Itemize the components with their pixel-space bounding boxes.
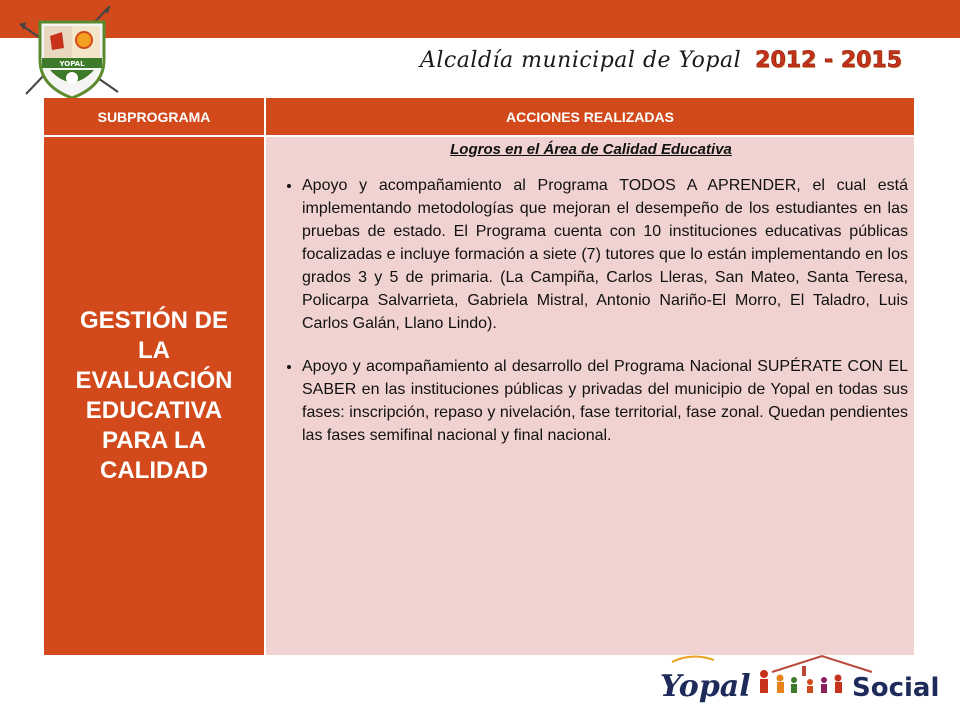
list-item: • Apoyo y acompañamiento al Programa TODOS A APRENDER, el cual está implementando metodologías que mejoran el desempeño de los estudiantes en las pruebas de estado. El Programa cuenta con 10 instituciones educativas públicas focalizadas e incluye formación a siete (7) tutores que lo están implementando en los grados 3 y 5 de primaria. (La Campiña, Carlos Lleras, San Mateo, Santa Teresa, Policarpa Salvarrieta, Gabriela Mistral, Antonio Nariño-El Morro, El Taladro, Luis Carlos Galán, Llano Lindo).: [302, 174, 908, 335]
yopal-social-logo: [652, 650, 942, 712]
subprogram-line: CALIDAD: [100, 457, 208, 484]
actions-cell: [265, 136, 914, 655]
header-title: Alcaldía municipal de Yopal: [420, 48, 742, 73]
column-header-actions: ACCIONES REALIZADAS: [265, 98, 914, 136]
column-header-subprogram: SUBPROGRAMA: [44, 98, 265, 136]
subprogram-cell: [44, 136, 265, 655]
yopal-crest-logo: [14, 2, 132, 102]
subprogram-line: GESTIÓN DE: [79, 307, 229, 334]
subprogram-line: EDUCATIVA: [85, 397, 223, 424]
list-item: • Apoyo y acompañamiento al desarrollo del Programa Nacional SUPÉRATE CON EL SABER en las instituciones públicas y privadas del municipio de Yopal en todas sus fases: inscripción, repaso y nivelación, fase territorial, fase zonal. Quedan pendientes las fases semifinal nacional y final nacional.: [302, 355, 908, 447]
subprogram-line: LA: [138, 337, 170, 364]
actions-list: [274, 174, 908, 447]
logo-word-social: Social: [852, 673, 940, 703]
actions-table: [44, 98, 914, 655]
table-header-row: [44, 98, 914, 136]
subprogram-line: EVALUACIÓN: [75, 367, 233, 394]
achievements-title: Logros en el Área de Calidad Educativa: [450, 141, 732, 158]
crest-label: YOPAL: [59, 60, 85, 68]
table-row: [44, 136, 914, 655]
header-years: 2012 - 2015: [755, 48, 903, 73]
header: [420, 48, 902, 82]
logo-word-yopal: Yopal: [660, 669, 751, 704]
top-banner: [0, 0, 960, 38]
subprogram-line: PARA LA: [102, 427, 206, 454]
